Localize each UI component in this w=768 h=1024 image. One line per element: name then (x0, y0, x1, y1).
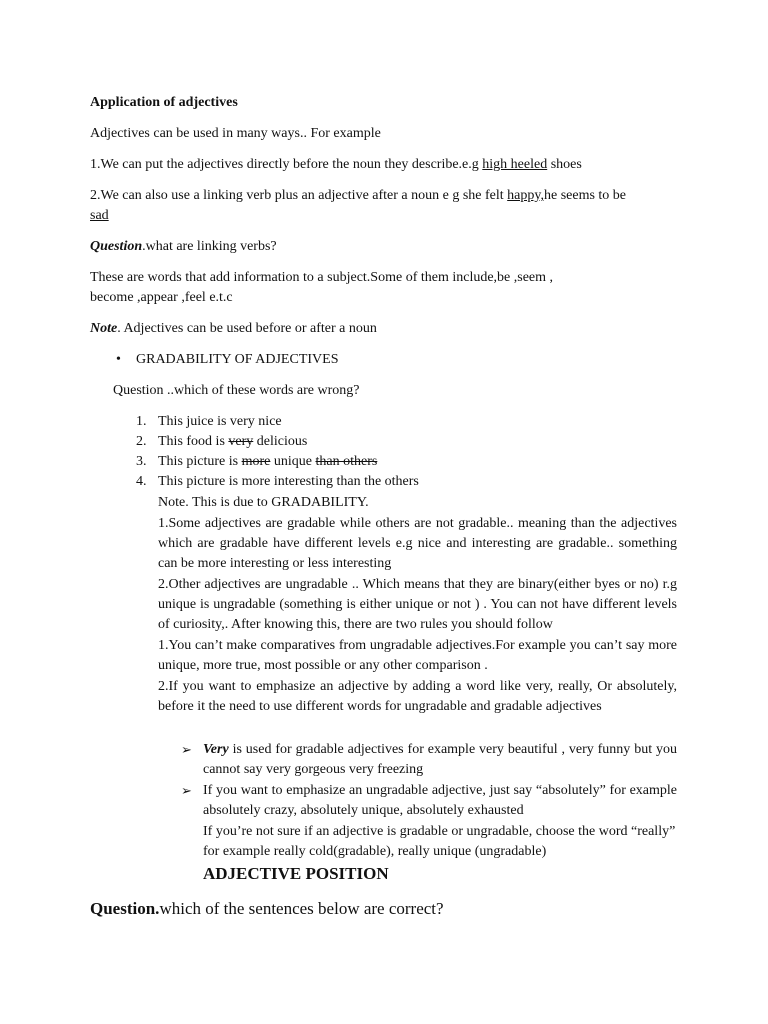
list-item (158, 452, 377, 472)
really-paragraph: If you’re not sure if an adjective is gradable or ungradable, choose the word “really” for example really cold(gradable), really unique (ungradable) (203, 824, 676, 859)
sub-bullet-text: is used for gradable adjectives for example very beautiful , very funny but you cannot say very gorgeous very freezing (203, 742, 677, 777)
section-heading: ADJECTIVE POSITION (203, 864, 389, 883)
list-item (158, 432, 307, 452)
point-1-after: shoes (547, 157, 582, 172)
answer-line-1: These are words that add information to a subject.Some of them include,be ,seem , (90, 270, 554, 285)
point-1 (90, 155, 690, 175)
note-paragraph (90, 319, 690, 339)
page-heading: Application of adjectives (90, 95, 238, 110)
point-1-text: 1.We can put the adjectives directly before the noun they describe.e.g (90, 157, 483, 172)
intro-paragraph: Adjectives can be used in many ways.. For example (90, 126, 381, 141)
point-2-text: 2.We can also use a linking verb plus an adjective after a noun e g she felt (90, 188, 508, 203)
explanation-paragraph-2: 2.Other adjectives are ungradable .. Which means that they are binary(either byes or no) r.g unique is ungradable (something is either unique or not ) . You can not have different levels of curiosity,. After knowing this, there are two rules you should follow (158, 577, 677, 632)
answer-line-2: become ,appear ,feel e.t.c (90, 290, 233, 305)
point-1-underlined: high heeled (482, 157, 548, 172)
list-item: This juice is very nice (158, 414, 282, 429)
list-number: 4. (136, 474, 147, 489)
list-number: 3. (136, 454, 147, 469)
question-label: Question. (90, 899, 160, 918)
explanation-paragraph-1: 1.Some adjectives are gradable while others are not gradable.. meaning than the adjectives which are gradable have different levels e.g nice and interesting are gradable.. something can be more interesting or less interesting (158, 516, 677, 571)
sub-bullet-very (203, 740, 677, 780)
question-correct-sentences (90, 899, 690, 919)
sub-bullet-absolutely: If you want to emphasize an ungradable adjective, just say “absolutely” for example absolutely crazy, absolutely unique, absolutely exhausted (203, 783, 677, 818)
question-wrong-words: Question ..which of these words are wrong? (113, 383, 360, 398)
list-item: This picture is more interesting than the others (158, 474, 419, 489)
question-label: Question (90, 239, 143, 254)
list-item-text: This picture is (158, 454, 242, 469)
bullet-dot-icon: • (116, 352, 121, 367)
question-text: .what are linking verbs? (142, 239, 277, 254)
rule-2: 2.If you want to emphasize an adjective by adding a word like very, really, Or absolutely, before it the need to use different words for ungradable and gradable adjectives (158, 679, 677, 714)
arrow-bullet-icon: ➢ (181, 742, 192, 757)
point-2 (90, 186, 680, 206)
struck-word: very (228, 434, 254, 449)
question-linking-verbs (90, 237, 690, 257)
rule-1: 1.You can’t make comparatives from ungradable adjectives.For example you can’t say more unique, more true, most possible or any other comparison . (158, 638, 677, 673)
point-2-underlined-sad: sad (90, 208, 109, 223)
list-number: 1. (136, 414, 147, 429)
list-item-text: This food is (158, 434, 229, 449)
very-emphasis: Very (203, 742, 229, 757)
list-item-text: delicious (253, 434, 308, 449)
arrow-bullet-icon: ➢ (181, 783, 192, 798)
note-text: . Adjectives can be used before or after a noun (117, 321, 377, 336)
list-item-text: unique (270, 454, 316, 469)
gradability-heading: GRADABILITY OF ADJECTIVES (136, 352, 339, 367)
note-label: Note (90, 321, 118, 336)
struck-word: than others (315, 454, 378, 469)
struck-word: more (241, 454, 271, 469)
gradability-note: Note. This is due to GRADABILITY. (158, 495, 369, 510)
question-text: which of the sentences below are correct? (159, 899, 444, 918)
list-number: 2. (136, 434, 147, 449)
point-2-underlined-happy: happy, (507, 188, 544, 203)
point-2-middle: he seems to be (543, 188, 627, 203)
